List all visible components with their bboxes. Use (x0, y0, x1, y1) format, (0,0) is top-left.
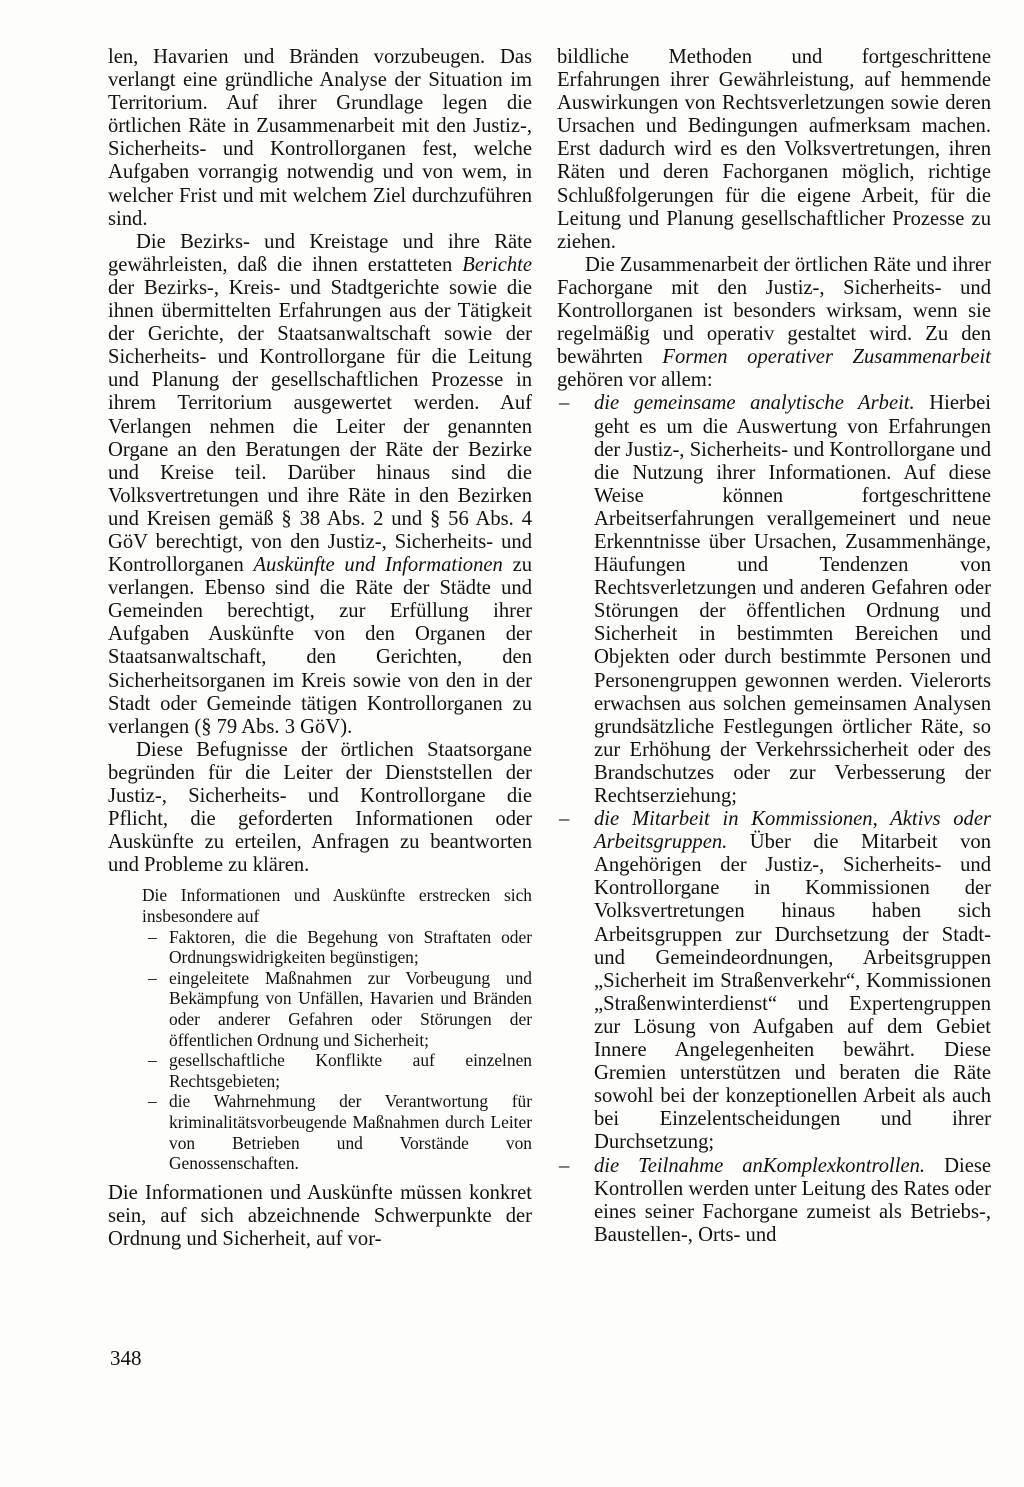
emphasis: die Teilnahme anKomplexkontrollen. (594, 1154, 926, 1177)
emphasis: Berichte (462, 253, 532, 276)
right-column (557, 46, 991, 1247)
paragraph: Die Informationen und Auskünfte müssen konkret sein, auf sich abzeichnende Schwerpunkte der Ordnung und Sicherheit, auf vor- (108, 1181, 532, 1250)
text-run: Die Zusammenarbeit der örtlichen Räte und ihrer Fachorgane mit den Justiz-, Sicherheits- und Kontrollorganen ist besonders wirksam, wenn sie regelmäßig und operativ gestaltet wird. Zu den bewährten (557, 253, 992, 369)
emphasis: die Mitarbeit in Kommissionen, Aktivs oder Arbeitsgruppen. (594, 808, 991, 854)
list-item: – Faktoren, die die Begehung von Straftaten oder Ordnungswidrigkeiten begünstigen; (142, 927, 532, 968)
list-item (557, 392, 991, 808)
list-item: – eingeleitete Maßnahmen zur Vorbeugung und Bekämpfung von Unfällen, Havarien und Bränden oder anderer Gefahren oder Störungen der öffentlichen Ordnung und Sicherheit; (142, 968, 532, 1050)
text-run: Hierbei geht es um die Auswertung von Erfahrungen der Justiz-, Sicherheits- und Kontrollorgane und die Nutzung ihrer Informationen. Auf diese Weise können fortgeschrittene Arbeitserfahrungen verallgemeinert und neue Erkenntnisse über Ursachen, Zusammenhänge, Häufungen und Tendenzen von Rechtsverletzungen und anderen Gefahren oder Störungen der öffentlichen Ordnung und Sicherheit in bestimmten Bereichen und Objekten oder durch bestimmte Personen und Personengruppen gewonnen werden. Vielerorts erwachsen aus solchen gemeinsamen Analysen grundsätzliche Festlegungen örtlicher Räte, so zur Erhöhung der Verkehrssicherheit oder des Brandschutzes oder zur Verbesserung der Rechtserziehung; (594, 392, 992, 807)
paragraph (557, 254, 991, 393)
list-item: – die Wahrnehmung der Verantwortung für kriminalitätsvorbeugende Maßnahmen durch Leiter von Betrieben und Vorstände von Genossenschaften. (142, 1091, 532, 1173)
text-run: Die Bezirks- und Kreistage und ihre Räte gewährleisten, daß die ihnen erstatteten (108, 230, 532, 276)
list-item: – gesellschaftliche Konflikte auf einzelnen Rechtsgebieten; (142, 1050, 532, 1091)
paragraph: Diese Befugnisse der örtlichen Staatsorgane begründen für die Leiter der Dienststellen der Justiz-, Sicherheits- und Kontrollorgane die Pflicht, die geforderten Informationen oder Auskünfte zu erteilen, Anfragen zu beantworten und Probleme zu klären. (108, 738, 532, 877)
list-item (557, 1155, 991, 1247)
text-run: zu verlangen. Ebenso sind die Räte der Städte und Gemeinden berechtigt, zur Erfüllung ihrer Aufgaben Auskünfte von den Organen der Staatsanwaltschaft, den Gerichten, den Sicherheitsorganen im Kreis sowie von den in der Stadt oder Gemeinde tätigen Kontrollorganen zu verlangen (§ 79 Abs. 3 GöV). (108, 554, 532, 738)
list-item (557, 808, 991, 1154)
small-print-intro: Die Informationen und Auskünfte erstrecken sich insbesondere auf (142, 885, 532, 926)
small-print-list (142, 927, 532, 1174)
forms-list (557, 392, 991, 1246)
small-print-block (142, 885, 532, 1173)
text-run: Diese Kontrollen werden unter Leitung des Rates oder eines seiner Fachorgane zumeist als Betriebs-, Baustellen-, Orts- und (594, 1154, 991, 1246)
paragraph: len, Havarien und Bränden vorzubeugen. Das verlangt eine gründliche Analyse der Situation im Territorium. Auf ihrer Grundlage legen die örtlichen Räte in Zusammenarbeit mit den Justiz-, Sicherheits- und Kontrollorganen fest, welche Aufgaben vorrangig notwendig und von wem, in welcher Frist und mit welchem Ziel durchzuführen sind. (108, 46, 532, 230)
emphasis: die gemeinsame analytische Arbeit. (594, 392, 915, 415)
left-column (108, 46, 532, 1251)
text-run: der Bezirks-, Kreis- und Stadtgerichte sowie die ihnen übermittelten Erfahrungen aus der Tätigkeit der Gerichte, der Staatsanwaltschaft sowie der Sicherheits- und Kontrollorgane für die Leitung und Planung der gesellschaftlichen Prozesse in ihrem Territorium ausgewertet werden. Auf Verlangen nehmen die Leiter der genannten Organe an den Beratungen der Räte der Bezirke und Kreise teil. Darüber hinaus sind die Volksvertretungen und ihre Räte in den Bezirken und Kreisen gemäß § 38 Abs. 2 und § 56 Abs. 4 GöV berechtigt, von den Justiz-, Sicherheits- und Kontrollorganen (108, 276, 532, 577)
paragraph: bildliche Methoden und fortgeschrittene Erfahrungen ihrer Gewährleistung, auf hemmende Auswirkungen von Rechtsverletzungen sowie deren Ursachen und Bedingungen aufmerksam machen. Erst dadurch wird es den Volksvertretungen, ihren Räten und deren Fachorganen möglich, richtige Schlußfolgerungen für die eigene Arbeit, für die Leitung und Planung gesellschaftlicher Prozesse zu ziehen. (557, 46, 991, 253)
page-number: 348 (110, 1346, 142, 1370)
emphasis: Auskünfte und Informationen (253, 554, 503, 577)
text-run: gehören vor allem: (557, 369, 713, 392)
text-run: Über die Mitarbeit von Angehörigen der Justiz-, Sicherheits- und Kontrollorgane in Kommissionen der Volksvertretungen hinaus haben sich Arbeitsgruppen zur Durchsetzung der Stadt- und Gemeindeordnungen, Arbeitsgruppen „Sicherheit im Straßenverkehr“, Kommissionen „Straßenwinterdienst“ und Expertengruppen zur Lösung von Aufgaben auf dem Gebiet Innere Angelegenheiten bewährt. Diese Gremien unterstützen und beraten die Räte sowohl bei der konzeptionellen Arbeit als auch bei Einzelentscheidungen und ihrer Durchsetzung; (594, 831, 991, 1154)
paragraph (108, 231, 532, 739)
emphasis: Formen operativer Zusammenarbeit (662, 346, 991, 369)
